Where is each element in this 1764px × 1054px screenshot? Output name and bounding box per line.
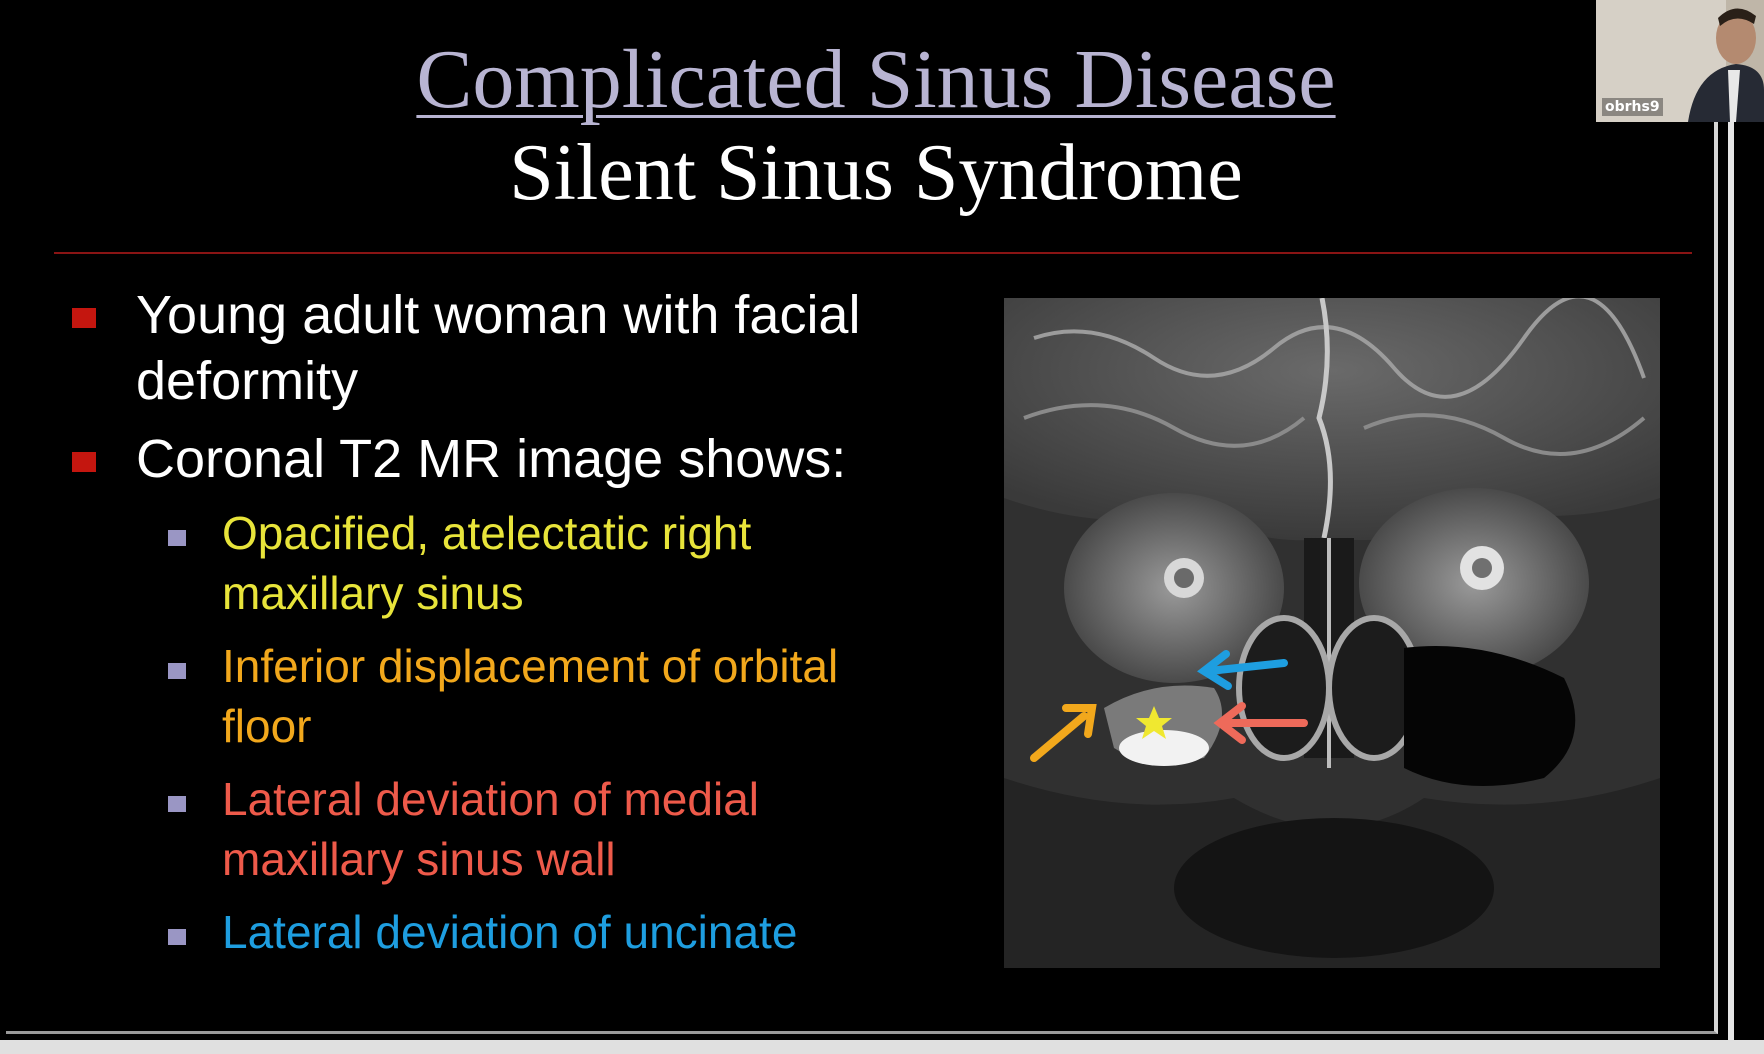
sub-bullet-1-line-2: maxillary sinus [222, 567, 524, 619]
sub-bullet-marker-icon [168, 796, 186, 812]
slide [6, 0, 1718, 1034]
bullet-1-line-2: deformity [136, 351, 359, 411]
bullet-marker-icon [72, 452, 96, 472]
slide-subtitle: Silent Sinus Syndrome [509, 129, 1243, 217]
bullet-2-line-1: Coronal T2 MR image shows: [136, 429, 847, 489]
title-divider [54, 252, 1692, 254]
sub-bullet-1-line-1: Opacified, atelectatic right [222, 507, 752, 559]
sub-bullet-marker-icon [168, 929, 186, 945]
mri-coronal-image [1004, 298, 1660, 968]
sub-bullet-2-line-2: floor [222, 700, 312, 752]
sub-bullet-3-line-1: Lateral deviation of medial [222, 773, 759, 825]
sub-bullet-marker-icon [168, 663, 186, 679]
right-frame-edge [1728, 122, 1764, 1040]
webcam-thumbnail[interactable] [1596, 0, 1764, 122]
slide-title: Complicated Sinus Disease [416, 33, 1336, 126]
sub-bullet-4-line-1: Lateral deviation of uncinate [222, 906, 798, 958]
bullet-1-line-1: Young adult woman with facial [136, 285, 861, 345]
sub-bullet-3-line-2: maxillary sinus wall [222, 833, 616, 885]
mri-illustration [1004, 298, 1660, 968]
bottom-frame-edge [0, 1040, 1764, 1054]
webcam-participant-name: obrhs9 [1602, 98, 1663, 116]
sub-bullet-marker-icon [168, 530, 186, 546]
sub-bullet-2-line-1: Inferior displacement of orbital [222, 640, 839, 692]
bullet-marker-icon [72, 308, 96, 328]
